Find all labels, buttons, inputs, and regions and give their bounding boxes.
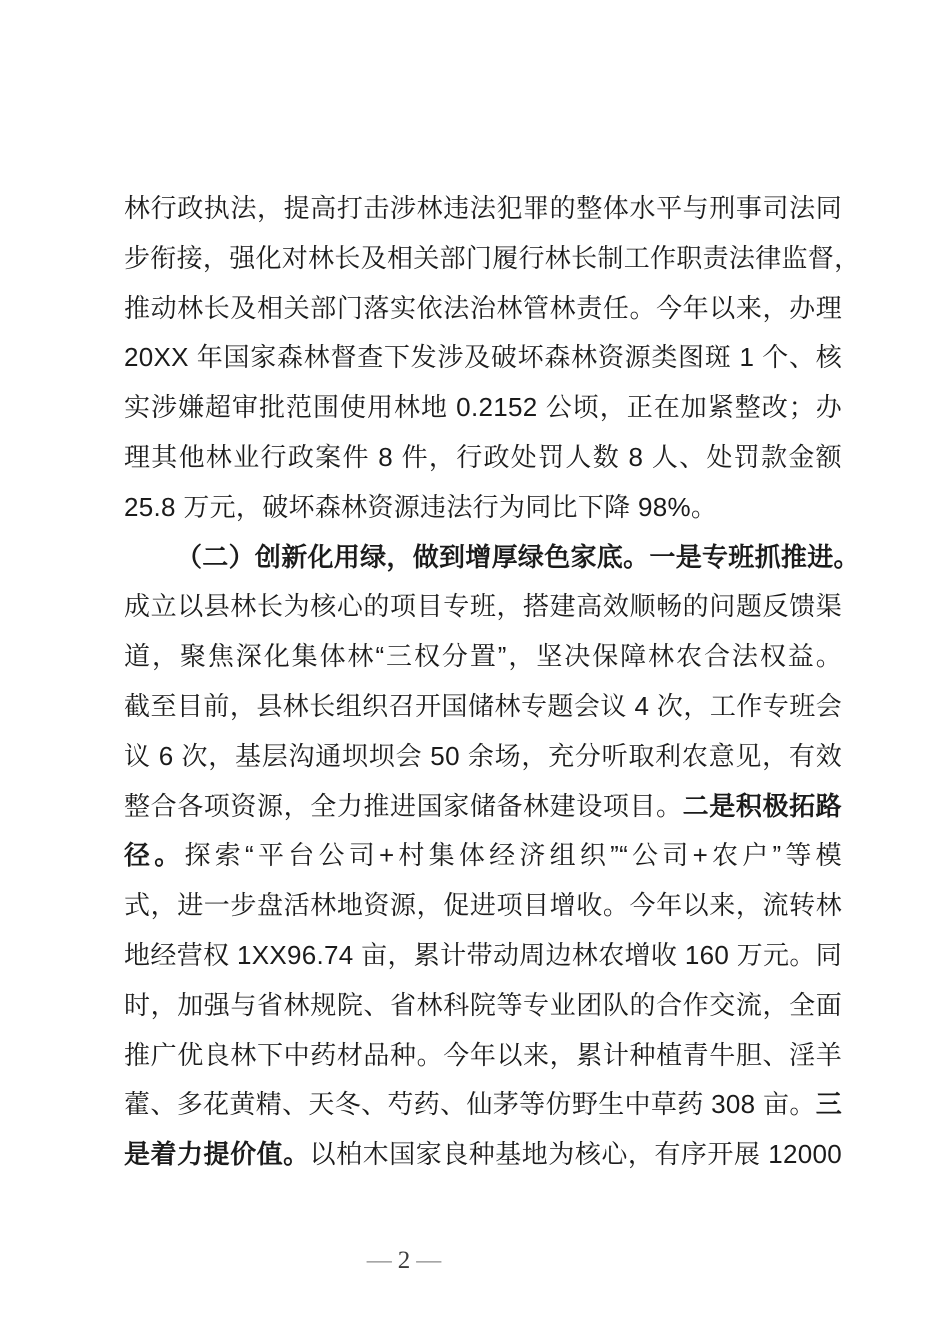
bold-text-run: 是着力提价值。 — [124, 1139, 310, 1170]
text-line — [124, 782, 842, 832]
text-line — [124, 582, 842, 632]
text-run: 实涉嫌超审批范围使用林地 0.2152 公顷，正在加紧整改；办 — [124, 392, 842, 423]
text-line — [124, 1130, 842, 1180]
text-line — [124, 931, 842, 981]
footer-dash-right: — — [416, 1247, 442, 1274]
bold-text-run: 三 — [815, 1089, 842, 1120]
text-line — [124, 981, 842, 1031]
text-line — [124, 732, 842, 782]
text-run: 地经营权 1XX96.74 亩，累计带动周边林农增收 160 万元。同 — [124, 939, 842, 970]
text-line — [124, 483, 842, 533]
bold-text-run: 径。 — [124, 840, 185, 871]
text-line — [124, 831, 842, 881]
text-line — [124, 433, 842, 483]
text-line — [124, 234, 861, 284]
text-line — [124, 1080, 842, 1130]
text-line — [124, 284, 842, 334]
text-line — [124, 184, 842, 234]
text-run: 时，加强与省林规院、省林科院等专业团队的合作交流，全面 — [124, 989, 842, 1020]
text-line — [124, 1031, 842, 1081]
text-line — [124, 333, 842, 383]
text-line — [124, 533, 860, 583]
bold-text-run: 二是积极拓路 — [682, 790, 842, 821]
document-body — [124, 184, 861, 1180]
text-run: 林行政执法，提高打击涉林违法犯罪的整体水平与刑事司法同 — [124, 193, 842, 223]
text-run: 整合各项资源，全力推进国家储备林建设项目。 — [124, 790, 683, 821]
bold-text-run: （二）创新化用绿，做到增厚绿色家底。一是专班抓推进。 — [176, 541, 860, 572]
text-run: 成立以县林长为核心的项目专班，搭建高效顺畅的问题反馈渠 — [124, 591, 842, 622]
text-line — [124, 682, 842, 732]
text-run: 20XX 年国家森林督查下发涉及破坏森林资源类图斑 1 个、核 — [124, 342, 842, 373]
text-run: 议 6 次，基层沟通坝坝会 50 余场，充分听取利农意见，有效 — [124, 740, 842, 771]
text-run: 25.8 万元，破坏森林资源违法行为同比下降 98%。 — [124, 491, 718, 522]
text-run: 以柏木国家良种基地为核心，有序开展 12000 — [309, 1139, 842, 1170]
text-run: 道，聚焦深化集体林“三权分置”，坚决保障林农合法权益。 — [124, 641, 842, 672]
footer-dash-left: — — [366, 1247, 392, 1274]
page-number-footer — [340, 1246, 468, 1276]
text-line — [124, 881, 842, 931]
footer-page-number: 2 — [397, 1247, 411, 1274]
text-run: 推动林长及相关部门落实依法治林管林责任。今年以来，办理 — [124, 292, 842, 323]
text-line — [124, 632, 842, 682]
text-run: 理其他林业行政案件 8 件，行政处罚人数 8 人、处罚款金额 — [124, 441, 842, 472]
text-run: 步衔接，强化对林长及相关部门履行林长制工作职责法律监督， — [124, 242, 861, 273]
text-run: 截至目前，县林长组织召开国储林专题会议 4 次，工作专班会 — [124, 690, 842, 721]
text-line — [124, 383, 842, 433]
text-run: 探索“平台公司+村集体经济组织”“公司+农户”等模 — [184, 840, 842, 871]
text-run: 式，进一步盘活林地资源，促进项目增收。今年以来，流转林 — [124, 890, 842, 921]
text-run: 推广优良林下中药材品种。今年以来，累计种植青牛胆、淫羊 — [124, 1039, 842, 1070]
text-run: 藿、多花黄精、天冬、芍药、仙茅等仿野生中草药 308 亩。 — [124, 1089, 816, 1120]
